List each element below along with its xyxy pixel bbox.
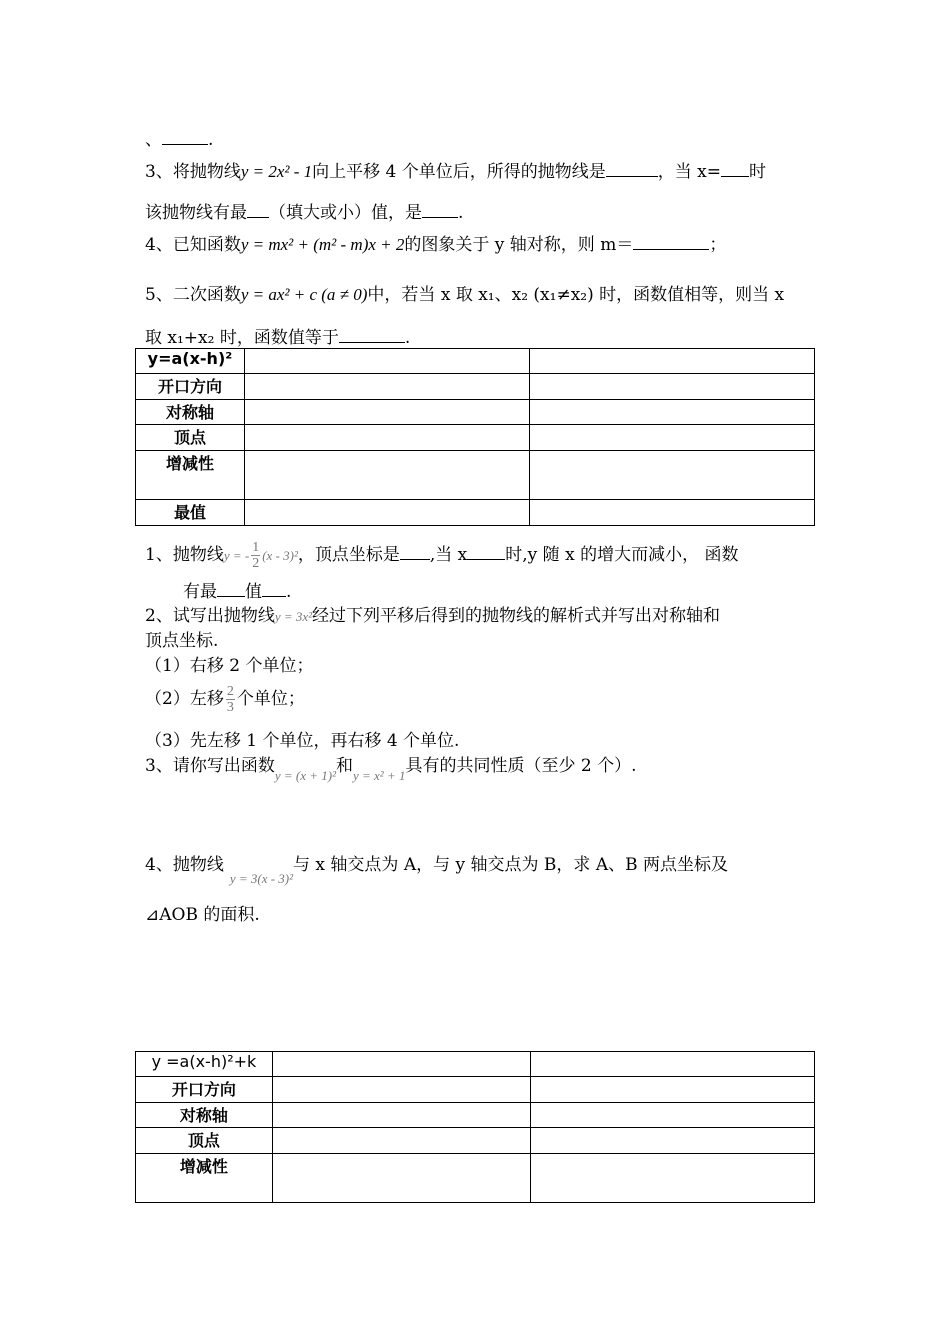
question-text: 与 x 轴交点为 A，与 y 轴交点为 B，求 A、B 两点坐标及	[293, 855, 728, 875]
question-5-line-1	[145, 284, 784, 306]
row-label: 开口方向	[171, 1080, 236, 1099]
answer-cell[interactable]	[530, 400, 815, 425]
problem-2-line-2	[145, 630, 218, 652]
math-expression: y = mx² + (m² - m)x + 2	[240, 235, 405, 254]
table-header-cell	[136, 349, 245, 374]
answer-cell[interactable]	[530, 425, 815, 451]
question-text: 该抛物线有最	[145, 203, 247, 223]
answer-cell[interactable]	[244, 425, 530, 451]
question-text: 向上平移 4 个单位后，所得的抛物线是	[312, 162, 606, 182]
question-number: 4、抛物线	[145, 855, 224, 875]
table-header-label: y=a(x-h)²	[147, 349, 233, 368]
answer-blank	[400, 543, 430, 560]
vertex-form-table	[135, 348, 815, 526]
question-text: 的图象关于 y 轴对称，则 m＝	[404, 235, 634, 255]
answer-blank	[262, 580, 286, 597]
problem-2-step-1	[145, 655, 313, 677]
question-text: 值	[245, 582, 262, 602]
answer-blank	[606, 160, 658, 177]
answer-blank	[162, 128, 208, 145]
row-label: 对称轴	[179, 1106, 228, 1125]
answer-cell[interactable]	[272, 1128, 531, 1154]
row-label-cell	[136, 1154, 273, 1203]
answer-cell[interactable]	[531, 1077, 815, 1103]
question-number: 2、试写出抛物线	[145, 606, 275, 626]
answer-cell[interactable]	[272, 1154, 531, 1203]
question-3-line-1	[145, 160, 766, 183]
question-number: 4、已知函数	[145, 235, 241, 255]
question-text: 中，若当 x 取 x₁、x₂ (x₁≠x₂) 时，函数值相等，则当 x	[367, 285, 785, 305]
question-number: 3、请你写出函数	[145, 756, 275, 776]
problem-2-step-3	[145, 730, 459, 752]
answer-cell[interactable]	[272, 1103, 531, 1128]
question-text: （填大或小）值，是	[269, 203, 422, 223]
math-expression: y = (x + 1)²	[274, 768, 336, 783]
math-expression: y = -	[223, 548, 250, 563]
answer-blank	[422, 201, 458, 218]
problem-2-line-1	[145, 605, 720, 628]
answer-cell[interactable]	[244, 400, 530, 425]
answer-cell[interactable]	[244, 349, 530, 374]
fraction-denominator: 3	[226, 700, 234, 715]
question-5-line-2	[145, 326, 410, 349]
math-expression: (x - 3)²	[262, 548, 298, 563]
answer-cell[interactable]	[531, 1128, 815, 1154]
math-expression: y = 2x² - 1	[240, 162, 313, 181]
answer-cell[interactable]	[272, 1052, 531, 1077]
answer-blank	[633, 233, 709, 250]
step-text: （2）左移	[145, 689, 224, 709]
fraction-denominator: 2	[252, 556, 260, 571]
question-text: 经过下列平移后得到的抛物线的解析式并写出对称轴和	[312, 606, 721, 626]
line-top-fragment	[145, 128, 213, 151]
question-text: ⊿AOB 的面积.	[145, 905, 260, 925]
period: .	[286, 582, 292, 602]
fraction	[251, 540, 260, 571]
answer-cell[interactable]	[530, 451, 815, 500]
step-text: （1）右移 2 个单位；	[145, 656, 314, 676]
answer-cell[interactable]	[530, 500, 815, 526]
table-header-label: y =a(x-h)²+k	[151, 1052, 257, 1071]
fraction	[226, 684, 235, 715]
answer-blank	[247, 201, 269, 218]
row-label-cell	[136, 374, 245, 400]
question-number: 5、二次函数	[145, 285, 241, 305]
answer-cell[interactable]	[244, 374, 530, 400]
row-label-cell	[136, 1077, 273, 1103]
problem-1-line-2	[183, 580, 291, 603]
row-label-cell	[136, 1128, 273, 1154]
row-label: 顶点	[173, 428, 206, 447]
row-label: 顶点	[187, 1131, 220, 1150]
fraction-numerator: 2	[226, 684, 234, 699]
question-text: 时,y 随 x 的增大而减小， 函数	[505, 545, 739, 565]
problem-2-step-2	[145, 684, 305, 715]
row-label-cell	[136, 451, 245, 500]
question-number: 1、抛物线	[145, 545, 224, 565]
question-text: ；	[709, 235, 727, 255]
answer-cell[interactable]	[531, 1103, 815, 1128]
question-text: 有最	[183, 582, 217, 602]
answer-cell[interactable]	[530, 374, 815, 400]
row-label: 增减性	[165, 454, 214, 473]
question-number: 3、将抛物线	[145, 162, 241, 182]
row-label-cell	[136, 500, 245, 526]
answer-cell[interactable]	[244, 451, 530, 500]
question-text: 具有的共同性质（至少 2 个）.	[405, 756, 637, 776]
problem-3	[145, 755, 637, 783]
period: .	[208, 130, 214, 150]
lead-mark: 、	[145, 130, 162, 150]
row-label: 对称轴	[165, 403, 214, 422]
question-text: 时	[749, 162, 767, 182]
answer-blank	[721, 160, 749, 177]
answer-blank	[217, 580, 245, 597]
question-text: 顶点坐标.	[145, 631, 219, 651]
table-header-cell	[136, 1052, 273, 1077]
answer-cell[interactable]	[531, 1154, 815, 1203]
period: .	[458, 203, 464, 223]
row-label: 最值	[173, 503, 206, 522]
question-text: 和	[335, 756, 353, 776]
math-expression: y = 3x²	[274, 609, 313, 624]
answer-cell[interactable]	[530, 349, 815, 374]
answer-blank	[339, 326, 405, 343]
question-text: ，顶点坐标是	[297, 545, 400, 565]
row-label-cell	[136, 1103, 273, 1128]
math-expression: y = 3(x - 3)²	[229, 871, 294, 886]
row-label-cell	[136, 400, 245, 425]
period: .	[404, 328, 411, 348]
question-text: 取 x₁+x₂ 时，函数值等于	[145, 328, 339, 348]
fraction-numerator: 1	[252, 540, 260, 555]
row-label: 开口方向	[157, 377, 222, 396]
math-expression: y = ax² + c (a ≠ 0)	[240, 285, 368, 304]
problem-1-line-1	[145, 540, 738, 571]
answer-cell[interactable]	[531, 1052, 815, 1077]
question-3-line-2	[145, 201, 463, 224]
answer-blank	[467, 543, 505, 560]
step-text: （3）先左移 1 个单位，再右移 4 个单位.	[145, 731, 460, 751]
question-text: ,当 x	[429, 545, 468, 565]
step-text: 个单位；	[236, 689, 305, 709]
vertex-form-k-table	[135, 1051, 815, 1203]
answer-cell[interactable]	[272, 1077, 531, 1103]
row-label: 增减性	[179, 1157, 228, 1176]
answer-cell[interactable]	[244, 500, 530, 526]
problem-4-line-2	[145, 904, 260, 926]
row-label-cell	[136, 425, 245, 451]
question-4	[145, 233, 726, 256]
math-expression: y = x² + 1	[352, 768, 406, 783]
question-text: ，当 x=	[657, 162, 722, 182]
problem-4-line-1	[145, 854, 728, 886]
